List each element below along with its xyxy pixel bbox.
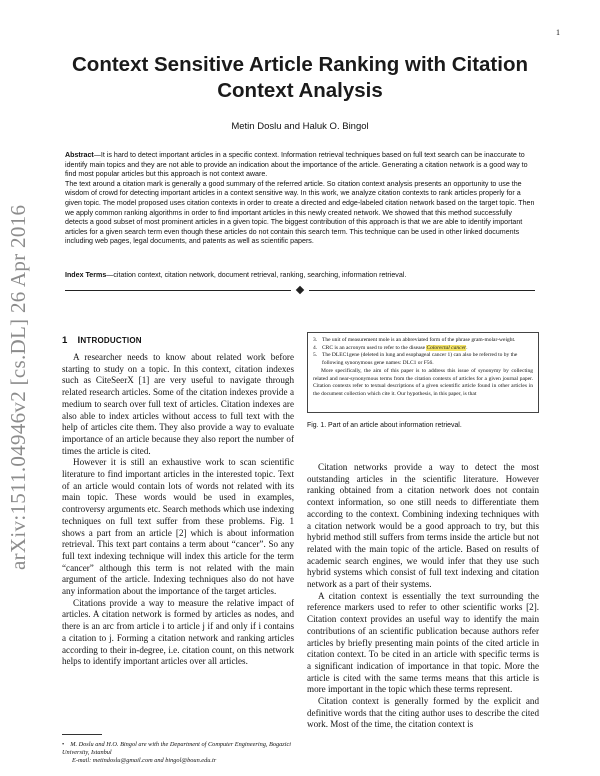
abstract-paragraph-2: The text around a citation mark is generally a good summary of the referred article. So citation context analysis presents an opportunity to use the wisdom of crowd for detecting important articles in a context sensitive way. In this work, we analyze citation contexts to rank articles properly for a given topic. The model proposed uses citation contexts in order to create a directed and edge-labeled citation network based on the target topic. Then we apply common ranking algorithms in order to find important articles in this newly created network. We showed that this method successfully detects a good subset of most prominent articles in a given topic. The biggest contribution of this approach is that we are able to identify important articles for a given search term even though these articles do not contain this search term. This technique can be used in other linked documents including web pages, legal documents, and patents as well as scientific papers.	[65, 179, 535, 246]
left-column-body	[62, 352, 294, 668]
figure-list-item	[313, 337, 533, 345]
divider-diamond-icon	[296, 286, 304, 294]
index-terms-label: Index Terms	[65, 271, 107, 279]
abstract	[65, 151, 535, 247]
section-divider	[65, 290, 535, 291]
figure-list-item	[313, 352, 533, 367]
figure-item-text	[322, 345, 468, 353]
figure-paragraph: More specifically, the aim of this paper is to address this issue of synonymy by collecting related and near-synonymous terms from the citation contexts of articles for a given journal paper. Citation contexts refer to textual descriptions of a given scientific article found in other articles in the document collection which cite it. Our hypothesis, in this paper, is that	[313, 368, 533, 397]
figure-list-item	[313, 345, 533, 353]
index-terms	[65, 271, 535, 281]
intro-paragraph-3: Citations provide a way to measure the relative impact of articles. A citation network is formed by articles as nodes, and there is an arc from article i to article j if and only if i contains a citation to j. Forming a citation network and ranking articles according to their in-degree, i.e. citation count, on this network helps to identify important articles over all articles.	[62, 597, 294, 667]
footnote-rule	[62, 734, 102, 735]
figure-item-text-before: CRC is an acronym used to refer to the disease	[322, 344, 427, 351]
body-paragraph-4: Citation networks provide a way to detect the most outstanding articles in the scientific literature. However ranking obtained from a citation network does not contain context information, so one still needs to differentiate them according to the context. Combining indexing techniques with a citation network would be a good approach to try, but this hybrid method still suffers from terms inside the article but not related with the main topic of the article. Based on results of academic search engines, we would infer that they use such hybrid systems which consist of full text indexing and citation network as a part of their systems.	[307, 462, 539, 590]
abstract-label: Abstract	[65, 151, 94, 159]
figure-item-number: 4.	[313, 344, 318, 351]
section-heading-introduction	[62, 335, 142, 346]
divider-rule-left	[65, 290, 291, 291]
page-number: 1	[556, 28, 560, 37]
author-footnote	[62, 741, 294, 764]
section-title-rest: NTRODUCTION	[80, 336, 142, 345]
body-paragraph-5: A citation context is essentially the text surrounding the reference markers used to refer to other scientific works [2]. Citation context provides an useful way to identify the main contributions of an scientific publication because authors refer articles by briefly presenting main points of the cited article in citation context. To be cited in an article with specific terms is a significant indication of importance in that topic. More the article is cited with the same terms means that this article is more important in the topic which these terms represent.	[307, 590, 539, 695]
body-paragraph-6: Citation context is generally formed by the explicit and definitive words that the citing author uses to describe the cited work. Most of the time, the citation context is	[307, 696, 539, 730]
paper-title: Context Sensitive Article Ranking with Citation Context Analysis	[72, 53, 528, 102]
figure-item-text-after: .	[466, 344, 468, 351]
figure-1-caption: Fig. 1. Part of an article about information retrieval.	[307, 422, 462, 429]
section-number: 1	[62, 335, 68, 346]
intro-paragraph-2: However it is still an exhaustive work to scan scientific literature to find important articles in the interested topic. Text of an article would contain lots of words not related with its main topic. These words would be used in examples, controversy arguments etc. Search methods which use indexing techniques on full text suffer from these problems. Fig. 1 shows a part from an article [2] which is about information retrieval. This text part contains a term about “cancer”. So any full text indexing technique will index this article for the term “cancer” although this term is not related with the main argument of the article. Indexing techniques also do not have any information about the importance of the target articles.	[62, 457, 294, 597]
figure-1-excerpt	[307, 332, 539, 413]
index-terms-text: —citation context, citation network, document retrieval, ranking, searching, information retrieval.	[106, 271, 407, 279]
intro-paragraph-1: A researcher needs to know about related work before starting to study on a topic. In this context, citation indexes such as CiteSeerX [1] are very useful to navigate through related research articles. Some of the citation indexes provide a medium to search over full text of articles. Citation indexes are also able to index articles without access to full text with the help of articles cite them. They also provide a way to evaluate importance of an article because they also report the number of times the article is cited.	[62, 352, 294, 456]
footnote-line-1	[62, 741, 294, 757]
footnote-affiliation: M. Doslu and H.O. Bingol are with the Department of Computer Engineering, Bogazici University, Istanbul	[62, 741, 292, 756]
figure-item-text: The DLEC1gene (deleted in lung and esophageal cancer 1) can also be referred to by the following synonymous gene names: DLC1 or F56.	[322, 352, 518, 366]
arxiv-identifier-stamp: arXiv:1511.04946v2 [cs.DL] 26 Apr 2016	[6, 204, 30, 570]
figure-item-number: 3.	[313, 337, 318, 343]
abstract-text-1: —It is hard to detect important articles in a specific context. Information retrieval techniques based on full text search can be inaccurate to identify main topics and they are not able to provide an indication about the importance of the article. Generating a citation network is a good way to find most popular articles but this approach is not context aware.	[65, 151, 528, 179]
footnote-email: E-mail: metindoslu@gmail.com and bingol@boun.edu.tr	[72, 756, 217, 764]
abstract-paragraph-1	[65, 151, 535, 180]
right-column-body	[307, 462, 539, 731]
highlighted-term: Colorectal cancer	[426, 344, 467, 351]
figure-item-text: The unit of measurement mole is an abbreviated form of the phrase gram-molar-weight.	[322, 337, 516, 343]
figure-item-number: 5.	[313, 352, 318, 358]
footnote-bullet: •	[62, 741, 65, 748]
divider-rule-right	[309, 290, 535, 291]
section-title-initial: I	[77, 335, 81, 346]
author-list: Metin Doslu and Haluk O. Bingol	[231, 121, 369, 132]
